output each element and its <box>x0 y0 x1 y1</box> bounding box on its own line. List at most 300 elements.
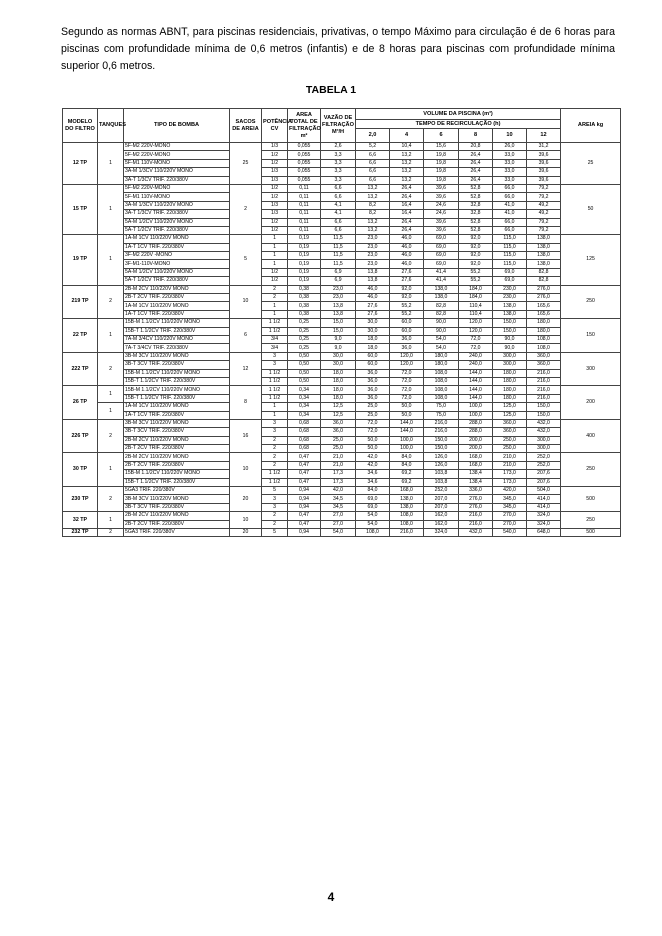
pool-volume: 207,0 <box>424 503 459 511</box>
table-row <box>63 394 621 402</box>
pool-volume: 46,0 <box>390 252 424 260</box>
table-row <box>63 260 621 268</box>
pool-volume: 144,0 <box>459 386 493 394</box>
filter-area: 0,055 <box>288 159 321 167</box>
pool-volume: 26,4 <box>390 184 424 192</box>
pool-volume: 216,0 <box>424 419 459 427</box>
pool-volume: 144,0 <box>390 419 424 427</box>
pool-volume: 207,6 <box>527 470 561 478</box>
pool-volume: 41,4 <box>424 268 459 276</box>
table-row <box>63 151 621 159</box>
pool-volume: 270,0 <box>493 512 527 520</box>
pump-type: 15B-T 1.1/2CV TRIF. 220/380V <box>124 478 230 486</box>
pool-volume: 36,0 <box>356 394 390 402</box>
sand-bags: 25 <box>230 143 262 185</box>
flow-rate: 9,0 <box>321 335 356 343</box>
filter-area: 0,11 <box>288 210 321 218</box>
pool-volume: 23,0 <box>356 235 390 243</box>
flow-rate: 6,9 <box>321 268 356 276</box>
pump-power: 3/4 <box>262 335 288 343</box>
sand-kg: 200 <box>561 386 621 420</box>
pump-power: 1/3 <box>262 168 288 176</box>
pump-type: 3B-T 3CV TRIF. 220/380V <box>124 503 230 511</box>
filter-area: 0,94 <box>288 528 321 536</box>
pool-volume: 210,0 <box>493 461 527 469</box>
sand-kg: 25 <box>561 143 621 185</box>
pool-volume: 79,2 <box>527 226 561 234</box>
table-row <box>63 327 621 335</box>
filter-model: 22 TP <box>63 319 98 353</box>
tank-count: 1 <box>98 386 124 403</box>
pump-type: 5A-M 1/2CV 110/220V MONO <box>124 218 230 226</box>
pump-type: 5A-T 1/2CV TRIF. 220/380V <box>124 226 230 234</box>
pool-volume: 115,0 <box>493 235 527 243</box>
pool-volume: 180,0 <box>493 394 527 402</box>
pool-volume: 32,8 <box>459 201 493 209</box>
pump-power: 3 <box>262 419 288 427</box>
pool-volume: 108,0 <box>424 369 459 377</box>
pool-volume: 13,8 <box>356 277 390 285</box>
pump-type: 5GA3 TRIF. 220/380V <box>124 528 230 536</box>
pool-volume: 82,8 <box>527 277 561 285</box>
pool-volume: 173,0 <box>493 478 527 486</box>
pump-type: 5GA3 TRIF. 220/380V <box>124 487 230 495</box>
pool-volume: 60,0 <box>390 327 424 335</box>
pump-power: 1/2 <box>262 151 288 159</box>
flow-rate: 18,0 <box>321 369 356 377</box>
table-row <box>63 445 621 453</box>
filter-area: 0,25 <box>288 335 321 343</box>
pool-volume: 6,6 <box>356 176 390 184</box>
pump-type: 15B-M 1.1/2CV 110/220V MONO <box>124 386 230 394</box>
sand-kg: 125 <box>561 235 621 285</box>
pump-type: 2B-M 2CV 110/220V MONO <box>124 436 230 444</box>
pool-volume: 250,0 <box>493 445 527 453</box>
filter-area: 0,11 <box>288 218 321 226</box>
pump-power: 1/2 <box>262 268 288 276</box>
filter-area: 0,47 <box>288 453 321 461</box>
table-row <box>63 285 621 293</box>
filter-area: 0,055 <box>288 176 321 184</box>
pump-type: 7A-M 3/4CV 110/220V MONO <box>124 335 230 343</box>
table-row <box>63 277 621 285</box>
pool-volume: 207,6 <box>527 478 561 486</box>
filter-model: 19 TP <box>63 235 98 285</box>
tank-count: 2 <box>98 285 124 319</box>
pump-type: 3A-M 1/3CV 110/220V MONO <box>124 201 230 209</box>
pump-power: 1 1/2 <box>262 369 288 377</box>
header-potencia: POTÊNCIA CV <box>262 109 288 143</box>
pool-volume: 50,0 <box>356 436 390 444</box>
pool-volume: 276,0 <box>527 285 561 293</box>
filter-area: 0,055 <box>288 143 321 151</box>
pump-power: 1 1/2 <box>262 394 288 402</box>
filter-area: 0,11 <box>288 184 321 192</box>
table-row <box>63 184 621 192</box>
tank-count: 1 <box>98 512 124 529</box>
pump-type: 15B-M 1.1/2CV 110/220V MONO <box>124 369 230 377</box>
pool-volume: 18,0 <box>356 335 390 343</box>
pool-volume: 138,0 <box>527 252 561 260</box>
pool-volume: 36,0 <box>356 377 390 385</box>
pool-volume: 18,0 <box>356 344 390 352</box>
pool-volume: 144,0 <box>459 377 493 385</box>
flow-rate: 21,0 <box>321 453 356 461</box>
pool-volume: 180,0 <box>527 327 561 335</box>
table-row <box>63 361 621 369</box>
pool-volume: 23,0 <box>356 243 390 251</box>
filter-model: 232 TP <box>63 528 98 536</box>
pool-volume: 49,2 <box>527 201 561 209</box>
flow-rate: 54,0 <box>321 528 356 536</box>
sand-kg: 50 <box>561 184 621 234</box>
pool-volume: 90,0 <box>424 319 459 327</box>
pool-volume: 31,2 <box>527 143 561 151</box>
filter-table <box>62 108 621 537</box>
pump-power: 1/3 <box>262 201 288 209</box>
pool-volume: 24,6 <box>424 210 459 218</box>
tank-count: 2 <box>98 487 124 512</box>
table-row <box>63 487 621 495</box>
sand-kg: 250 <box>561 512 621 529</box>
pump-type: 1A-M 1CV 110/220V MONO <box>124 235 230 243</box>
pool-volume: 180,0 <box>493 369 527 377</box>
pump-power: 3 <box>262 352 288 360</box>
filter-area: 0,25 <box>288 327 321 335</box>
pool-volume: 69,0 <box>493 277 527 285</box>
pool-volume: 26,4 <box>390 226 424 234</box>
pool-volume: 92,0 <box>459 235 493 243</box>
pool-volume: 108,0 <box>356 528 390 536</box>
pool-volume: 30,0 <box>356 327 390 335</box>
filter-area: 0,055 <box>288 151 321 159</box>
header-tanques: TANQUES <box>98 109 124 143</box>
pump-type: 2B-T 2CV TRIF. 220/380V <box>124 520 230 528</box>
pool-volume: 252,0 <box>527 461 561 469</box>
pool-volume: 26,4 <box>459 151 493 159</box>
pool-volume: 55,2 <box>390 310 424 318</box>
pool-volume: 20,8 <box>459 143 493 151</box>
pump-type: 5F-M2 220V-MONO <box>124 184 230 192</box>
pump-power: 1/2 <box>262 218 288 226</box>
pool-volume: 184,0 <box>459 294 493 302</box>
flow-rate: 18,0 <box>321 386 356 394</box>
pool-volume: 100,0 <box>390 436 424 444</box>
flow-rate: 4,1 <box>321 210 356 218</box>
pump-power: 1/2 <box>262 159 288 167</box>
pool-volume: 72,0 <box>356 419 390 427</box>
pump-power: 1 1/2 <box>262 386 288 394</box>
pool-volume: 115,0 <box>493 252 527 260</box>
pool-volume: 15,6 <box>424 143 459 151</box>
pool-volume: 115,0 <box>493 260 527 268</box>
pump-type: 3B-M 3CV 110/220V MONO <box>124 352 230 360</box>
pool-volume: 300,0 <box>493 361 527 369</box>
table-row <box>63 268 621 276</box>
table-row <box>63 302 621 310</box>
filter-area: 0,50 <box>288 361 321 369</box>
pool-volume: 360,0 <box>493 419 527 427</box>
pool-volume: 180,0 <box>424 352 459 360</box>
pool-volume: 55,2 <box>459 268 493 276</box>
pool-volume: 84,0 <box>390 453 424 461</box>
pump-type: 5F-M2 220V-MONO <box>124 151 230 159</box>
pump-power: 1/2 <box>262 226 288 234</box>
table-row <box>63 436 621 444</box>
pump-type: 3A-T 1/3CV TRIF. 220/380V <box>124 176 230 184</box>
pool-volume: 41,0 <box>493 201 527 209</box>
pool-volume: 75,0 <box>424 411 459 419</box>
flow-rate: 30,0 <box>321 352 356 360</box>
pool-volume: 100,0 <box>459 411 493 419</box>
pool-volume: 125,0 <box>493 403 527 411</box>
filter-area: 0,055 <box>288 168 321 176</box>
flow-rate: 15,0 <box>321 319 356 327</box>
pool-volume: 50,0 <box>356 445 390 453</box>
flow-rate: 11,5 <box>321 235 356 243</box>
pool-volume: 230,0 <box>493 285 527 293</box>
table-row <box>63 159 621 167</box>
filter-area: 0,94 <box>288 503 321 511</box>
pump-type: 1A-M 1CV 110/220V MONO <box>124 403 230 411</box>
pool-volume: 36,0 <box>356 386 390 394</box>
table-row <box>63 210 621 218</box>
pump-power: 1/3 <box>262 143 288 151</box>
pump-power: 5 <box>262 528 288 536</box>
pool-volume: 30,0 <box>356 319 390 327</box>
pool-volume: 84,0 <box>356 487 390 495</box>
filter-area: 0,50 <box>288 369 321 377</box>
pump-power: 2 <box>262 445 288 453</box>
pump-type: 5F-M1 110V-MONO <box>124 159 230 167</box>
pump-type: 1A-M 1CV 110/220V MONO <box>124 302 230 310</box>
pool-volume: 165,6 <box>527 302 561 310</box>
pool-volume: 13,8 <box>356 268 390 276</box>
pool-volume: 72,0 <box>356 428 390 436</box>
flow-rate: 13,8 <box>321 310 356 318</box>
pump-type: 5F-M2 220V-MONO <box>124 143 230 151</box>
pool-volume: 126,0 <box>424 453 459 461</box>
filter-area: 0,19 <box>288 235 321 243</box>
pool-volume: 216,0 <box>527 377 561 385</box>
pump-power: 1 <box>262 235 288 243</box>
sand-kg: 400 <box>561 419 621 453</box>
pool-volume: 432,0 <box>527 419 561 427</box>
filter-area: 0,68 <box>288 445 321 453</box>
pool-volume: 138,0 <box>424 294 459 302</box>
pool-volume: 207,0 <box>424 495 459 503</box>
table-row <box>63 294 621 302</box>
flow-rate: 36,0 <box>321 419 356 427</box>
pool-volume: 324,0 <box>424 528 459 536</box>
sand-kg: 300 <box>561 352 621 386</box>
pool-volume: 216,0 <box>390 528 424 536</box>
flow-rate: 25,0 <box>321 436 356 444</box>
filter-model: 26 TP <box>63 386 98 420</box>
pump-type: 2B-M 2CV 110/220V MONO <box>124 453 230 461</box>
pool-volume: 216,0 <box>459 520 493 528</box>
flow-rate: 42,0 <box>321 487 356 495</box>
pool-volume: 16,4 <box>390 201 424 209</box>
pool-volume: 345,0 <box>493 495 527 503</box>
table-row <box>63 428 621 436</box>
pool-volume: 108,0 <box>390 512 424 520</box>
pool-volume: 150,0 <box>493 327 527 335</box>
tank-count: 1 <box>98 235 124 285</box>
pool-volume: 66,0 <box>493 226 527 234</box>
filter-area: 0,47 <box>288 478 321 486</box>
pool-volume: 184,0 <box>459 285 493 293</box>
flow-rate: 3,3 <box>321 151 356 159</box>
sand-kg: 500 <box>561 528 621 536</box>
pool-volume: 34,6 <box>356 470 390 478</box>
pool-volume: 250,0 <box>493 436 527 444</box>
pump-power: 2 <box>262 294 288 302</box>
pool-volume: 69,0 <box>424 235 459 243</box>
pool-volume: 432,0 <box>527 428 561 436</box>
pool-volume: 19,8 <box>424 168 459 176</box>
table-row <box>63 470 621 478</box>
flow-rate: 36,0 <box>321 428 356 436</box>
sand-bags: 20 <box>230 487 262 512</box>
pool-volume: 230,0 <box>493 294 527 302</box>
flow-rate: 13,8 <box>321 302 356 310</box>
pump-power: 3 <box>262 495 288 503</box>
tank-count: 1 <box>98 453 124 487</box>
pool-volume: 24,6 <box>424 201 459 209</box>
pool-volume: 79,2 <box>527 184 561 192</box>
pool-volume: 270,0 <box>493 520 527 528</box>
pool-volume: 120,0 <box>390 352 424 360</box>
flow-rate: 12,5 <box>321 411 356 419</box>
pump-type: 3B-M 3CV 110/220V MONO <box>124 419 230 427</box>
pool-volume: 180,0 <box>493 377 527 385</box>
pool-volume: 216,0 <box>527 394 561 402</box>
pool-volume: 120,0 <box>459 327 493 335</box>
pool-volume: 39,6 <box>424 193 459 201</box>
pool-volume: 115,0 <box>493 243 527 251</box>
pool-volume: 39,6 <box>424 184 459 192</box>
header-hour: 8 <box>459 129 493 143</box>
intro-paragraph: Segundo as normas ABNT, para piscinas residenciais, privativas, o tempo Máximo para circulação é de 6 horas para piscinas com profundidade mínima de 0,6 metros (infantis) e de 8 horas para piscinas com profundidade mínima superior 0,6 metros. <box>61 26 615 72</box>
flow-rate: 27,0 <box>321 512 356 520</box>
filter-area: 0,19 <box>288 260 321 268</box>
pump-type: 2B-T 2CV TRIF. 220/380V <box>124 294 230 302</box>
table-row <box>63 461 621 469</box>
pool-volume: 36,0 <box>390 335 424 343</box>
table-row <box>63 528 621 536</box>
flow-rate: 25,0 <box>321 445 356 453</box>
pool-volume: 19,8 <box>424 151 459 159</box>
pool-volume: 72,0 <box>390 386 424 394</box>
pool-volume: 100,0 <box>459 403 493 411</box>
pool-volume: 33,0 <box>493 168 527 176</box>
pool-volume: 23,0 <box>356 260 390 268</box>
table-row <box>63 193 621 201</box>
pump-power: 1 <box>262 243 288 251</box>
pool-volume: 39,6 <box>424 226 459 234</box>
table-row <box>63 235 621 243</box>
pool-volume: 52,8 <box>459 193 493 201</box>
tank-count: 1 <box>98 143 124 185</box>
pool-volume: 6,6 <box>356 151 390 159</box>
filter-area: 0,50 <box>288 352 321 360</box>
header-volume: VOLUME DA PISCINA (m³) <box>356 109 561 120</box>
filter-area: 0,11 <box>288 226 321 234</box>
pool-volume: 276,0 <box>459 495 493 503</box>
table-row <box>63 168 621 176</box>
pool-volume: 162,0 <box>424 520 459 528</box>
table-row <box>63 201 621 209</box>
header-hour: 10 <box>493 129 527 143</box>
flow-rate: 21,0 <box>321 461 356 469</box>
filter-area: 0,47 <box>288 512 321 520</box>
pool-volume: 69,0 <box>424 260 459 268</box>
flow-rate: 34,5 <box>321 503 356 511</box>
flow-rate: 27,0 <box>321 520 356 528</box>
table-row <box>63 419 621 427</box>
pool-volume: 39,6 <box>527 168 561 176</box>
pump-power: 1/3 <box>262 176 288 184</box>
pool-volume: 8,2 <box>356 201 390 209</box>
pool-volume: 180,0 <box>527 319 561 327</box>
pool-volume: 26,4 <box>390 218 424 226</box>
pump-type: 3B-T 3CV TRIF. 220/380V <box>124 428 230 436</box>
pump-power: 1/2 <box>262 184 288 192</box>
pool-volume: 276,0 <box>459 503 493 511</box>
flow-rate: 3,3 <box>321 176 356 184</box>
pool-volume: 33,0 <box>493 151 527 159</box>
pool-volume: 13,2 <box>356 218 390 226</box>
pool-volume: 41,4 <box>424 277 459 285</box>
pool-volume: 92,0 <box>390 285 424 293</box>
pool-volume: 90,0 <box>493 335 527 343</box>
flow-rate: 18,0 <box>321 394 356 402</box>
pool-volume: 46,0 <box>390 243 424 251</box>
table-body <box>63 143 621 537</box>
table-row <box>63 478 621 486</box>
pump-power: 3/4 <box>262 344 288 352</box>
pool-volume: 420,0 <box>493 487 527 495</box>
pool-volume: 66,0 <box>493 184 527 192</box>
pool-volume: 55,2 <box>390 302 424 310</box>
pump-type: 3B-M 3CV 110/220V MONO <box>124 495 230 503</box>
pool-volume: 54,0 <box>424 335 459 343</box>
pool-volume: 138,0 <box>527 260 561 268</box>
filter-area: 0,11 <box>288 201 321 209</box>
pool-volume: 69,0 <box>356 503 390 511</box>
pool-volume: 216,0 <box>459 512 493 520</box>
pool-volume: 82,8 <box>424 310 459 318</box>
pool-volume: 360,0 <box>493 428 527 436</box>
pool-volume: 82,8 <box>527 268 561 276</box>
tank-count: 2 <box>98 352 124 386</box>
pool-volume: 79,2 <box>527 218 561 226</box>
pool-volume: 168,0 <box>459 453 493 461</box>
table-row <box>63 386 621 394</box>
filter-area: 0,34 <box>288 394 321 402</box>
pool-volume: 34,6 <box>356 478 390 486</box>
pool-volume: 27,6 <box>390 268 424 276</box>
pump-type: 5A-M 1/2CV 110/220V MONO <box>124 268 230 276</box>
pool-volume: 540,0 <box>493 528 527 536</box>
table-row <box>63 218 621 226</box>
pump-power: 2 <box>262 520 288 528</box>
pool-volume: 162,0 <box>424 512 459 520</box>
pump-power: 1/2 <box>262 193 288 201</box>
pool-volume: 120,0 <box>459 319 493 327</box>
filter-area: 0,19 <box>288 268 321 276</box>
